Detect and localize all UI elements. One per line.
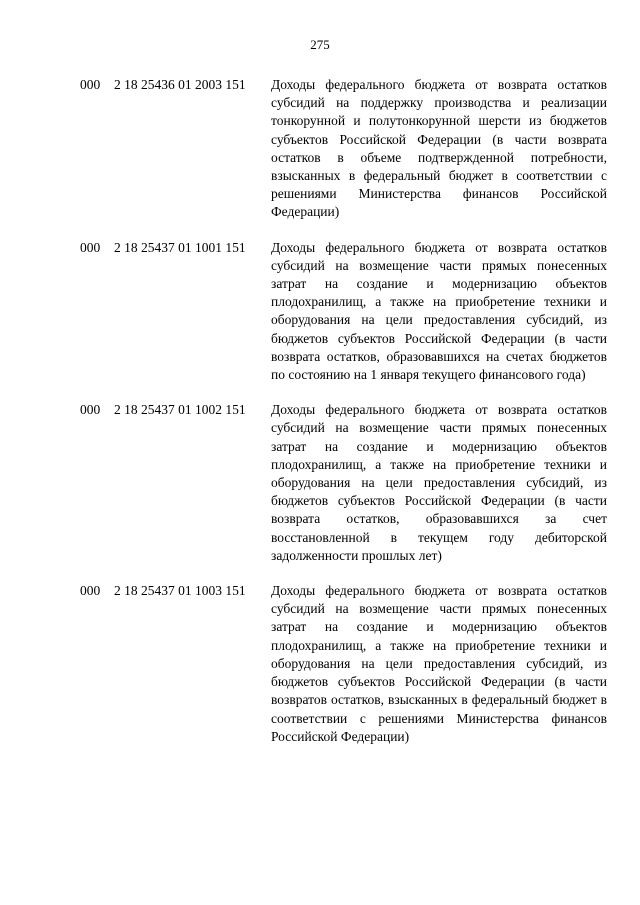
budget-classification-code: 2 18 25437 01 1002 151 <box>114 402 246 418</box>
table-row <box>0 239 640 385</box>
budget-classification-code: 2 18 25436 01 2003 151 <box>114 77 246 92</box>
income-description: Доходы федерального бюджета от возврата остатков субсидий на возмещение части прямых понесенных затрат на создание и модернизацию объектов плодохранилищ, а также на приобретение техники и оборудования на цели предоставления субсидий, из бюджетов субъектов Российской Федерации (в части возврата остатков, образовавшихся за счет восстановленной в текущем году дебиторской задолженности прошлых лет) <box>271 402 607 563</box>
income-description: Доходы федерального бюджета от возврата остатков субсидий на возмещение части прямых понесенных затрат на создание и модернизацию объектов плодохранилищ, а также на приобретение техники и оборудования на цели предоставления субсидий, из бюджетов субъектов Российской Федерации (в части возврата остатков, образовавшихся на счетах бюджетов по состоянию на 1 января текущего финансового года) <box>271 239 607 383</box>
administrator-code: 000 <box>80 583 101 599</box>
administrator-code: 000 <box>80 239 101 255</box>
income-description: Доходы федерального бюджета от возврата остатков субсидий на возмещение части прямых понесенных затрат на создание и модернизацию объектов плодохранилищ, а также на приобретение техники и оборудования на цели предоставления субсидий, из бюджетов субъектов Российской Федерации (в части возвратов остатков, взысканных в федеральный бюджет в соответствии с решениями Министерства финансов Российской Федерации) <box>271 583 607 744</box>
administrator-code: 000 <box>80 77 101 92</box>
table-row <box>0 582 640 746</box>
budget-classification-code: 2 18 25437 01 1001 151 <box>114 239 246 255</box>
classification-table <box>0 76 640 763</box>
page-number: 275 <box>310 37 330 52</box>
budget-classification-code: 2 18 25437 01 1003 151 <box>114 583 246 599</box>
income-description: Доходы федерального бюджета от возврата остатков субсидий на поддержку производства и реализации тонкорунной и полутонкорунной шерсти из бюджетов субъектов Российской Федерации (в части возврата остатков в объеме подтвержденной потребности, взысканных в федеральный бюджет в соответствии с решениями Министерства финансов Российской Федерации) <box>271 77 607 220</box>
administrator-code: 000 <box>80 402 101 418</box>
table-row <box>0 401 640 565</box>
table-row <box>0 76 640 222</box>
